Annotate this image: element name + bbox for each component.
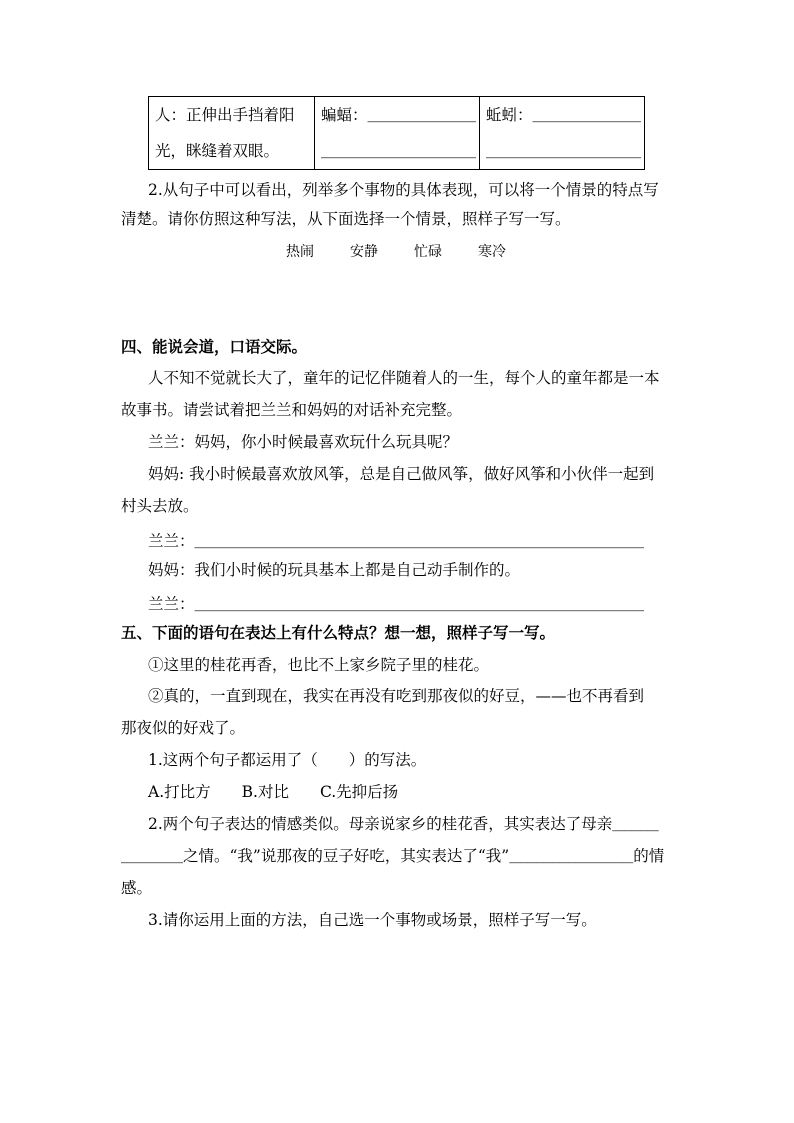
option-word: 忙碌 xyxy=(414,244,442,260)
question-text: ＿＿＿＿之情。“我”说那夜的豆子好吃，其实表达了“我”＿＿＿＿＿＿＿＿的情 xyxy=(121,847,665,865)
question-text: 2.两个句子表达的情感类似。母亲说家乡的桂花香，其实表达了母亲＿＿＿ xyxy=(148,815,659,833)
question-text: 3.请你运用上面的方法，自己选一个事物或场景，照样子写一写。 xyxy=(148,911,597,929)
option-word: 热闹 xyxy=(286,244,314,260)
paragraph-text: 人不知不觉就长大了，童年的记忆伴随着人的一生，每个人的童年都是一本 xyxy=(148,369,660,387)
table-cell-earthworm xyxy=(480,97,645,170)
cell-text: 蚯蚓：＿＿＿＿＿＿＿ xyxy=(486,106,642,124)
sentence-2: ②真的，一直到现在，我实在再没有吃到那夜似的好豆，——也不再看到 xyxy=(148,687,645,705)
section-heading: 四、能说会道，口语交际。 xyxy=(121,337,308,356)
choice-options: A.打比方 B.对比 C.先抑后扬 xyxy=(148,783,399,801)
table-cell-person xyxy=(149,97,315,170)
question-text: 清楚。请你仿照这种写法，从下面选择一个情景，照样子写一写。 xyxy=(121,210,571,228)
table-cell-bat xyxy=(315,97,480,170)
question-text: 感。 xyxy=(121,879,153,897)
question-text: 2.从句子中可以看出，列举多个事物的具体表现，可以将一个情景的特点写 xyxy=(148,181,659,199)
comparison-table xyxy=(148,96,645,170)
cell-text: 人：正伸出手挡着阳 xyxy=(155,106,295,124)
cell-blank: ＿＿＿＿＿＿＿＿＿＿ xyxy=(486,142,642,160)
cell-text: 蝙蝠：＿＿＿＿＿＿＿ xyxy=(321,106,477,124)
section-heading: 五、下面的语句在表达上有什么特点？想一想，照样子写一写。 xyxy=(121,623,556,642)
dialogue-line: 妈妈: 我小时候最喜欢放风筝，总是自己做风筝，做好风筝和小伙伴一起到 xyxy=(148,465,655,483)
question-text: 1.这两个句子都运用了（ ）的写法。 xyxy=(148,751,427,769)
dialogue-line: 兰兰：妈妈，你小时候最喜欢玩什么玩具呢？ xyxy=(148,433,459,451)
sentence-2: 那夜似的好戏了。 xyxy=(121,719,246,737)
option-word: 寒冷 xyxy=(478,244,506,260)
cell-text: 光，眯缝着双眼。 xyxy=(155,142,280,160)
dialogue-line: 妈妈：我们小时候的玩具基本上都是自己动手制作的。 xyxy=(148,561,521,579)
dialogue-line: 村头去放。 xyxy=(121,497,199,515)
paragraph-text: 故事书。请尝试着把兰兰和妈妈的对话补充完整。 xyxy=(121,401,463,419)
answer-blank-line: 兰兰：＿＿＿＿＿＿＿＿＿＿＿＿＿＿＿＿＿＿＿＿＿＿＿＿＿＿＿＿＿ xyxy=(148,532,645,550)
cell-blank: ＿＿＿＿＿＿＿＿＿＿ xyxy=(321,142,477,160)
option-word: 安静 xyxy=(350,244,378,260)
sentence-1: ①这里的桂花再香，也比不上家乡院子里的桂花。 xyxy=(148,656,490,674)
answer-blank-line: 兰兰：＿＿＿＿＿＿＿＿＿＿＿＿＿＿＿＿＿＿＿＿＿＿＿＿＿＿＿＿＿ xyxy=(148,595,645,613)
